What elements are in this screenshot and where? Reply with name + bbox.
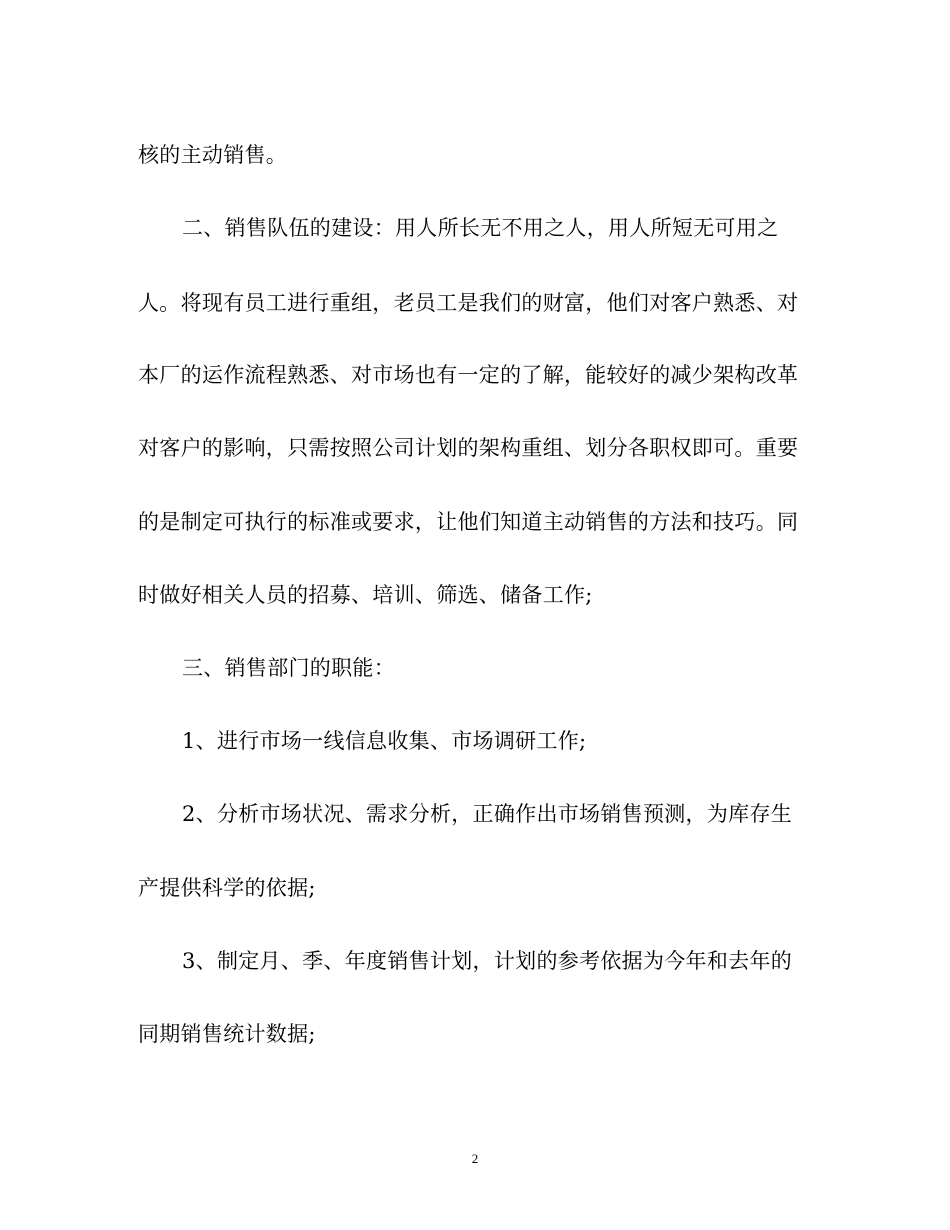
paragraph-line: 本厂的运作流程熟悉、对市场也有一定的了解，能较好的减少架构改革 xyxy=(138,363,799,387)
list-item-continuation-line: 产提供科学的依据; xyxy=(138,876,316,900)
section-heading-line: 二、销售队伍的建设：用人所长无不用之人，用人所短无可用之 xyxy=(182,216,779,240)
paragraph-line: 的是制定可执行的标准或要求，让他们知道主动销售的方法和技巧。同 xyxy=(138,510,799,534)
list-item-line: 2、分析市场状况、需求分析，正确作出市场销售预测，为库存生 xyxy=(182,802,793,826)
list-item-line: 1、进行市场一线信息收集、市场调研工作; xyxy=(182,729,587,753)
paragraph-line: 人。将现有员工进行重组，老员工是我们的财富，他们对客户熟悉、对 xyxy=(138,291,799,315)
paragraph-line: 核的主动销售。 xyxy=(138,143,288,167)
section-heading-line: 三、销售部门的职能： xyxy=(182,656,395,680)
paragraph-line: 时做好相关人员的招募、培训、筛选、储备工作; xyxy=(138,583,593,607)
paragraph-line: 对客户的影响，只需按照公司计划的架构重组、划分各职权即可。重要 xyxy=(138,436,799,460)
list-item-continuation-line: 同期销售统计数据; xyxy=(138,1022,316,1046)
page-number: 2 xyxy=(471,1151,479,1166)
list-item-line: 3、制定月、季、年度销售计划，计划的参考依据为今年和去年的 xyxy=(182,949,793,973)
